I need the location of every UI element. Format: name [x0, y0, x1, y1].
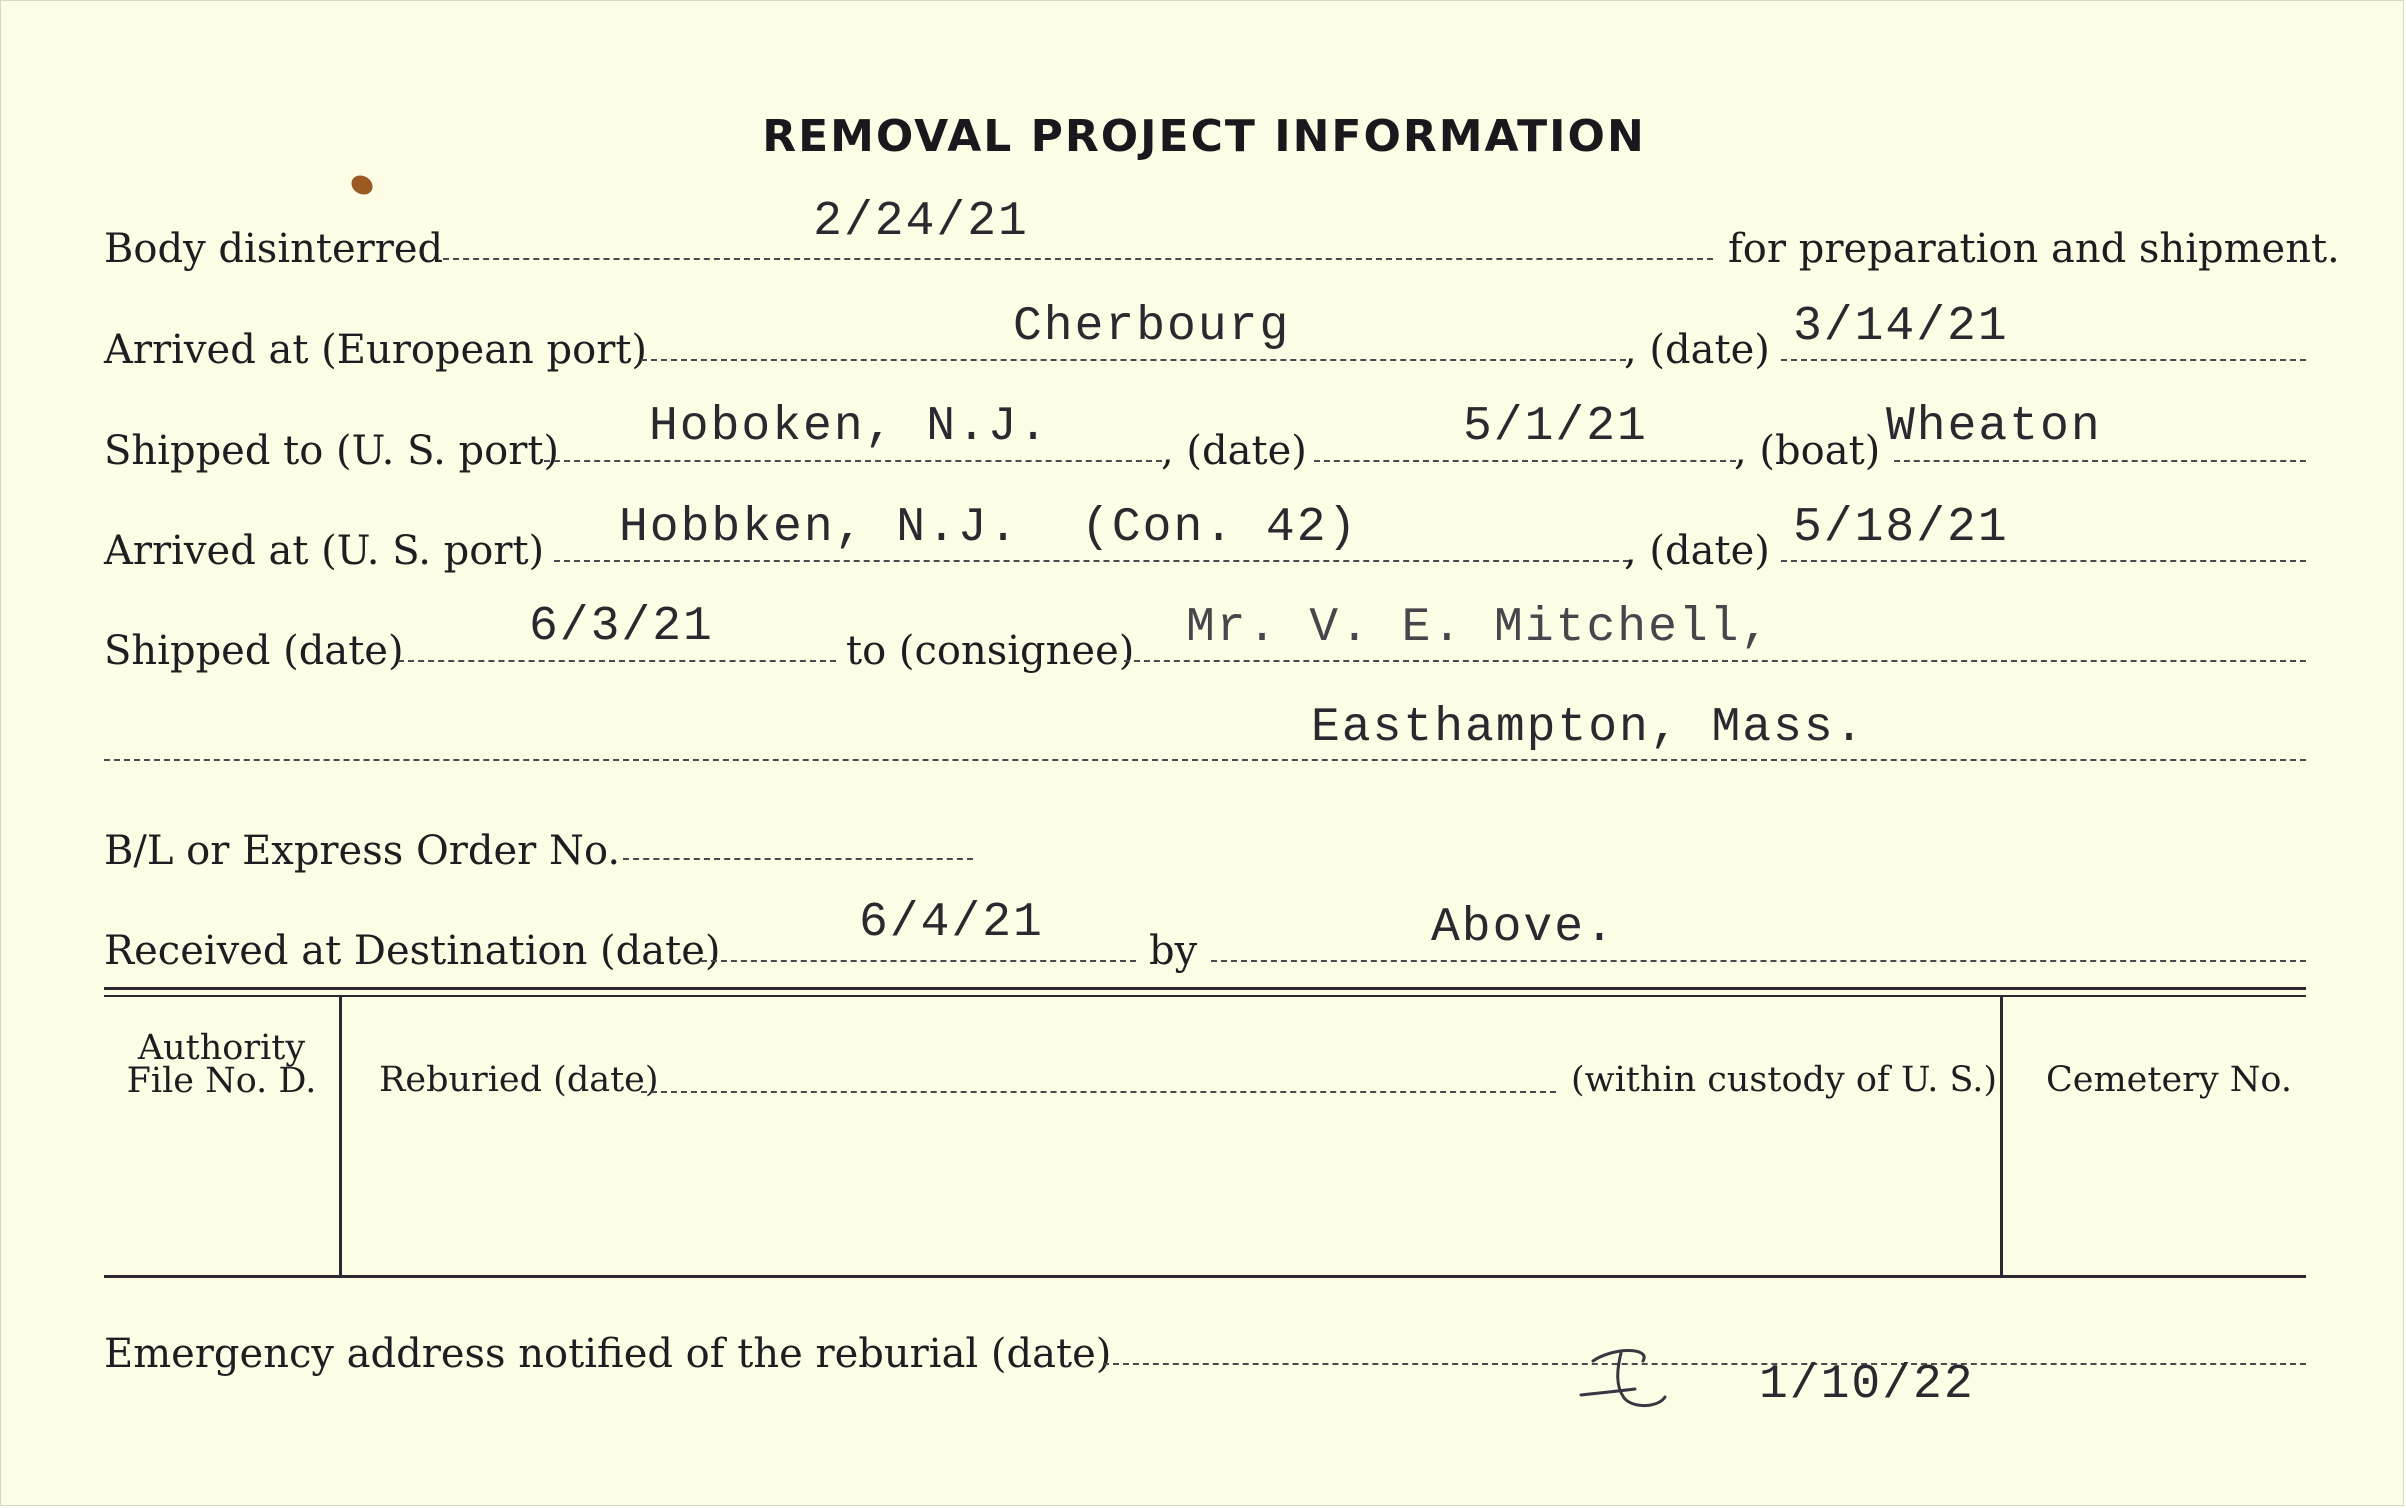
emergency-label: Emergency address notified of the reburial (date)	[104, 1331, 1112, 1377]
stain-mark	[348, 172, 376, 199]
emergency-line	[1103, 1363, 2306, 1365]
to-consignee-label: to (consignee)	[846, 628, 1135, 674]
shipped-date-value: 6/3/21	[529, 600, 714, 654]
received-by-value: Above.	[1431, 901, 1616, 955]
reburied-line	[641, 1091, 1556, 1093]
arrived-us-date-line	[1781, 560, 2306, 562]
consignee-line	[1124, 660, 2306, 662]
shipped-us-label: Shipped to (U. S. port)	[104, 428, 559, 474]
box-divider-left	[339, 997, 342, 1275]
boat-value: Wheaton	[1886, 400, 2102, 454]
arrived-eu-line	[641, 359, 1626, 361]
arrived-us-label: Arrived at (U. S. port)	[104, 528, 545, 574]
body-disinterred-label: Body disinterred	[104, 226, 444, 272]
by-label: by	[1149, 928, 1198, 974]
ship-date-value: 5/1/21	[1463, 400, 1648, 454]
consignee-address-line	[104, 759, 2306, 761]
shipped-date-label: Shipped (date)	[104, 628, 404, 674]
authority-label-1: Authority	[137, 1028, 306, 1068]
ship-date-label: , (date)	[1161, 428, 1307, 474]
eu-date-label: , (date)	[1624, 327, 1770, 373]
reburied-label: Reburied (date)	[379, 1060, 659, 1100]
received-date-value: 6/4/21	[859, 896, 1044, 950]
arrived-us-line	[554, 560, 1629, 562]
emergency-date-value: 1/10/22	[1759, 1358, 1975, 1412]
eu-date-line	[1781, 359, 2306, 361]
consignee-line2-value: Easthampton, Mass.	[1311, 701, 1866, 755]
boat-label: , (boat)	[1734, 428, 1881, 474]
box-top-rule	[104, 987, 2306, 990]
received-label: Received at Destination (date)	[104, 928, 721, 974]
arrived-us-date-label: , (date)	[1624, 528, 1770, 574]
bl-order-line	[623, 858, 973, 860]
eu-port-value: Cherbourg	[1013, 300, 1291, 354]
boat-line	[1894, 460, 2306, 462]
received-by-line	[1211, 960, 2306, 962]
eu-date-value: 3/14/21	[1793, 300, 2009, 354]
within-custody-label: (within custody of U. S.)	[1571, 1060, 1998, 1100]
bl-order-label: B/L or Express Order No.	[104, 828, 621, 874]
arrived-us-port-value: Hobbken, N.J. (Con. 42)	[619, 501, 1359, 555]
authority-label-2: File No. D.	[126, 1061, 317, 1101]
handwritten-initial-mark	[1573, 1339, 1683, 1419]
disinterred-date-value: 2/24/21	[813, 195, 1029, 249]
arrived-us-date-value: 5/18/21	[1793, 501, 2009, 555]
card-title: REMOVAL PROJECT INFORMATION	[762, 111, 1646, 162]
received-date-line	[701, 960, 1136, 962]
box-bottom-rule	[104, 1275, 2306, 1278]
box-divider-right	[2000, 997, 2003, 1275]
consignee-line1-value: Mr. V. E. Mitchell,	[1186, 601, 1772, 655]
body-disinterred-line	[443, 258, 1713, 260]
shipped-us-line	[544, 460, 1162, 462]
shipped-date-line	[398, 660, 836, 662]
box-top-rule-2	[104, 995, 2306, 997]
ship-date-line	[1314, 460, 1736, 462]
cemetery-no-label: Cemetery No.	[2046, 1060, 2293, 1100]
arrived-eu-label: Arrived at (European port)	[104, 327, 648, 373]
us-port-value: Hoboken, N.J.	[649, 400, 1050, 454]
for-prep-label: for preparation and shipment.	[1728, 226, 2340, 272]
